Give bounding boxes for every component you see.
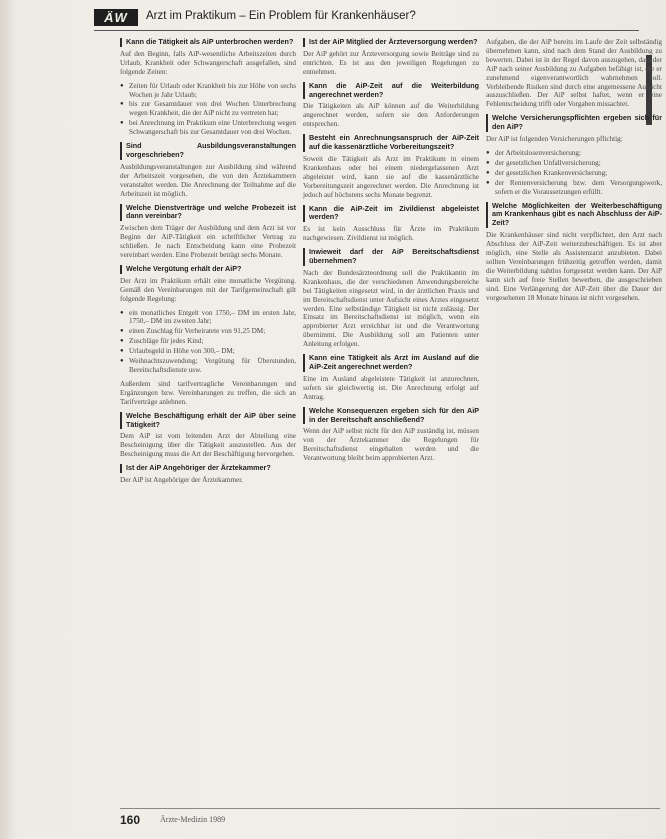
body-paragraph: Der AiP ist Angehöriger der Ärztekammer. [120,476,244,485]
question-heading: Welche Möglichkeiten der Weiterbeschäftigung am Krankenhaus gibt es nach Abschluss der AiP-Zeit? [486,202,662,229]
page-number: 160 [120,813,141,827]
list-item: ● einen Zuschlag für Verheiratete von 91,25 DM; [129,327,296,336]
question-heading: Kann die AiP-Zeit im Zivildienst abgeleistet werden? [303,205,479,223]
question-heading: Inwieweit darf der AiP Bereitschaftsdienst übernehmen? [303,248,479,266]
body-paragraph: Die Tätigkeiten als AiP können auf die Weiterbildung angerechnet werden, sofern sie den Anforderungen entsprechen. [303,102,479,129]
body-paragraph: Der Arzt im Praktikum erhält eine monatliche Vergütung. Gemäß den Vereinbarungen mit der Tarifgemeinschaft gilt folgende Regelung: [120,276,296,303]
question-heading: Welche Beschäftigung erhält der AiP über seine Tätigkeit? [120,412,296,430]
list-item: ● der gesetzlichen Unfallversicherung; [495,159,662,168]
question-heading: Besteht ein Anrechnungsanspruch der AiP-Zeit auf die kassenärztliche Vorbereitungszeit? [303,134,479,152]
page-footer [120,808,660,829]
question-heading: Sind Ausbildungsveranstaltungen vorgeschrieben? [120,142,296,160]
body-paragraph: Soweit die Tätigkeit als Arzt im Praktikum in einem Krankenhaus oder bei einem niedergelassenen Arzt abgeleistet wird, kann sie auf die kassenärztliche Vorbereitungszeit angerechnet werden. Die Anrechnung ist jedoch auf höchstens sechs Monate begrenzt. [303,154,479,199]
body-paragraph: Außerdem sind tarifvertragliche Vereinbarungen und Ergänzungen bzw. Vereinbarungen zu treffen, die sich an Tarifverträge anlehnen. [120,379,296,406]
list-item: ● der gesetzlichen Krankenversicherung; [495,169,662,178]
text-column-1 [120,38,296,490]
body-paragraph: Aufgaben, die der AiP bereits im Laufe der Zeit selbständig übernehmen kann, sind nach dem Stand der Ausbildung zu bewerten. Dabei ist in der Regel davon auszugehen, dass der AiP nach seiner Ausbildung zu Aufgaben befähigt ist, die er zunehmend eigenverantwortlich wahrnehmen soll. Verbleibende Risiken sind durch eine angemessene Aufsicht auszuschließen. Der AiP selbst haftet, wenn er eine Fehlentscheidung trifft oder Vorgaben missachtet. [486,38,662,109]
body-paragraph: Zwischen dem Träger der Ausbildung und dem Arzt ist vor Beginn der AiP-Tätigkeit ein schriftlicher Vertrag zu schließen. Je nach Entscheidung kann eine Probezeit vereinbart werden. Eine Probezeit beträgt sechs Monate. [120,224,296,260]
body-paragraph: Dem AiP ist vom leitenden Arzt der Abteilung eine Bescheinigung über die Tätigkeit auszustellen. Aus der Bescheinigung muss die Art der Beschäftigung hervorgehen. [120,432,296,459]
journal-logo: ÄW [94,9,138,26]
list-item: ● Urlaubsgeld in Höhe von 300,– DM; [129,347,296,356]
body-paragraph: Nach der Bundesärzteordnung soll die Praktikantin im Krankenhaus, die der verschiedenen Anwendungsbereiche bei Tätigkeiten eingesetzt wird, in der ärztlichen Praxis und im Bereitschaftsdienst unter Aufsicht eines Arztes eingesetzt werden. Eine selbständige Tätigkeit ist nicht zulässig. Der Einsatz im Bereitschaftsdienst ist möglich, wenn ein approbierter Arzt erreichbar ist und die Verantwortung übernimmt. Die Ausbildung soll am Patienten unter Anleitung erfolgen. [303,268,479,349]
question-heading: Kann die AiP-Zeit auf die Weiterbildung angerechnet werden? [303,82,479,100]
list-item: ● der Arbeitslosenversicherung; [495,149,662,158]
text-column-3 [486,38,662,307]
list-item: ● bei Anrechnung im Praktikum eine Unterbrechung wegen Schwangerschaft bis zur Gesamtdauer von drei Wochen. [129,119,296,137]
page-header [94,8,639,31]
list-item: ● Weihnachtszuwendung; Vergütung für Überstunden, Bereitschaftsdienste usw. [129,357,296,375]
bullet-list [120,309,296,375]
question-heading: Kann die Tätigkeit als AiP unterbrochen werden? [120,38,296,47]
list-item: ● Zeiten für Urlaub oder Krankheit bis zur Höhe von sechs Wochen je Jahr Urlaub; [129,82,296,100]
question-heading: Ist der AiP Angehöriger der Ärztekammer? [120,464,296,473]
bullet-list [486,149,662,197]
question-heading: Welche Vergütung erhält der AiP? [120,265,296,274]
body-paragraph: Ausbildungsveranstaltungen zur Ausbildung sind während der Arbeitszeit vorgesehen, die von den Ärztekammern veranstaltet werden. Die Anrechnung der Teilnahme auf die Arbeitszeit ist möglich. [120,162,296,198]
body-paragraph: Der AiP ist folgenden Versicherungen pflichtig: [486,135,623,144]
question-heading: Welche Konsequenzen ergeben sich für den AiP in der Bereitschaft anschließend? [303,407,479,425]
list-item: ● der Rentenversicherung bzw. dem Versorgungswerk, sofern er die Voraussetzungen erfüllt. [495,179,662,197]
body-paragraph: Es ist kein Ausschluss für Ärzte im Praktikum nachgewiesen. Zivildienst ist möglich. [303,225,479,243]
body-paragraph: Auf den Beginn, falls AiP-wesentliche Arbeitszeiten durch Urlaub, Krankheit oder Schwangerschaft ausgefallen, sind folgende Zeiten: [120,49,296,76]
text-column-2 [303,38,479,468]
list-item: ● bis zur Gesamtdauer von drei Wochen Unterbrechung wegen Krankheit, die der AiP nicht zu vertreten hat; [129,100,296,118]
body-paragraph: Die Krankenhäuser sind nicht verpflichtet, den Arzt nach Abschluss der AiP-Zeit weiterzubeschäftigen. Es ist aber möglich, eine Stelle als Assistenzarzt anzubieten. Dabei sollten Vereinbarungen frühzeitig getroffen werden, damit die Weiterbildung nahtlos fortgesetzt werden kann. Der AiP kann sich auf freie Stellen bewerben, die ausgeschrieben sind. Eine Verlängerung der AiP-Zeit über die Dauer der vorgesehenen 18 Monate hinaus ist nicht vorgesehen. [486,231,662,302]
body-paragraph: Wenn der AiP selbst nicht für den AiP zuständig ist, müssen von der Ärztekammer die Regelungen für Bereitschaftsdienst eingehalten werden und die Verantwortung bleibt beim approbierten Arzt. [303,427,479,463]
body-paragraph: Eine im Ausland abgeleistete Tätigkeit ist anzurechnen, sofern sie gleichwertig ist. Die Anrechnung erfolgt auf Antrag. [303,374,479,401]
question-heading: Ist der AiP Mitglied der Ärzteversorgung werden? [303,38,479,47]
bullet-list [120,82,296,137]
question-heading: Welche Versicherungspflichten ergeben sich für den AiP? [486,114,662,132]
list-item: ● ein monatliches Entgelt von 1750,– DM im ersten Jahr, 1750,– DM im zweiten Jahr; [129,309,296,327]
body-paragraph: Der AiP gehört zur Ärzteversorgung sowie Beiträge sind zu entrichten. Es ist aus den jeweiligen Regelungen zu entnehmen. [303,49,479,76]
footer-reference: Ärzte-Medizin 1989 [160,815,226,824]
question-heading: Kann eine Tätigkeit als Arzt im Ausland auf die AiP-Zeit angerechnet werden? [303,354,479,372]
running-title: Arzt im Praktikum – Ein Problem für Krankenhäuser? [146,10,416,22]
list-item: ● Zuschläge für jedes Kind; [129,337,296,346]
question-heading: Welche Dienstverträge und welche Probezeit ist dann vereinbar? [120,204,296,222]
